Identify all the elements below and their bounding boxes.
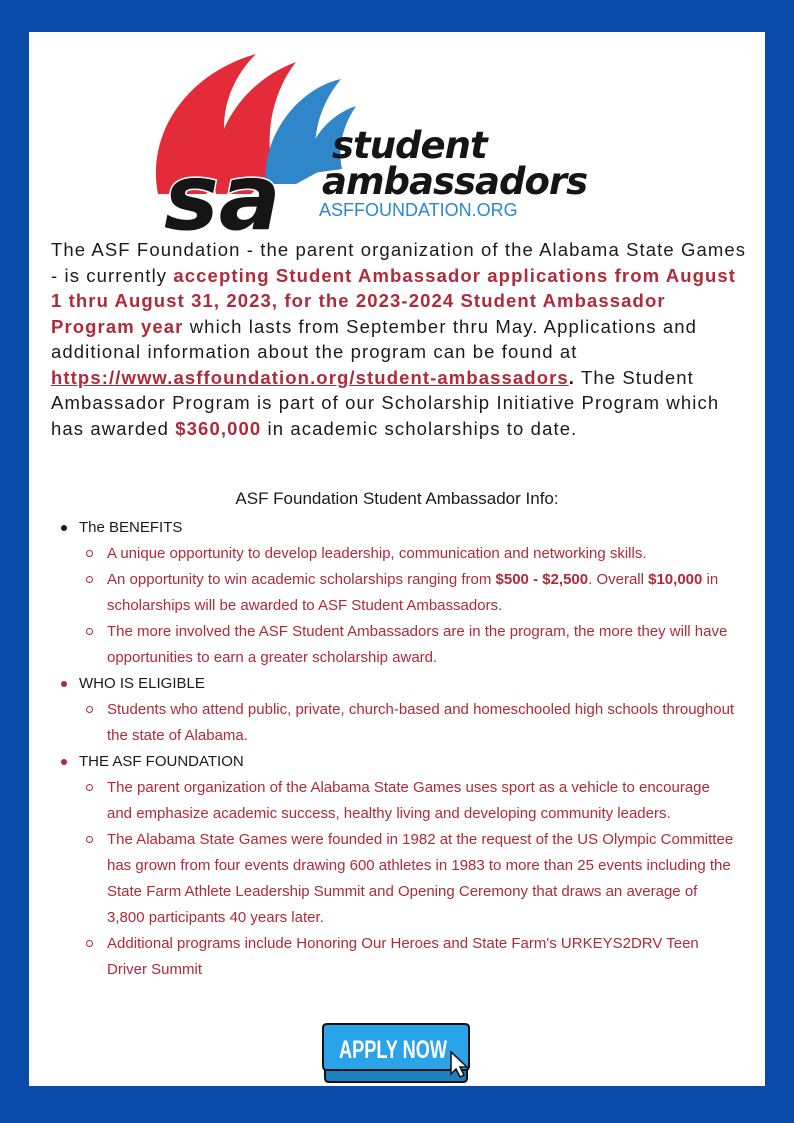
intro-text-4: in academic scholarships to date.: [261, 417, 578, 439]
circle-bullet-icon: [86, 706, 93, 713]
benefit-2-post: in scholarships will be awarded to ASF Student Ambassadors.: [107, 571, 719, 614]
bullet-icon: [61, 525, 67, 531]
bullet-icon: [61, 681, 67, 687]
info-list: [57, 515, 737, 983]
flyer-sheet: [29, 32, 765, 1086]
foundation-3: Additional programs include Honoring Our Heroes and State Farm's URKEYS2DRV Teen Driver Summit: [107, 935, 699, 978]
benefit-2-total: $10,000: [648, 571, 703, 588]
intro-text-1: The ASF Foundation - the parent organization of the Alabama State Games - is currently: [51, 239, 747, 286]
benefit-3: The more involved the ASF Student Ambassadors are in the program, the more they will have opportunities to earn a greater scholarship award.: [107, 623, 728, 666]
circle-bullet-icon: [86, 576, 93, 583]
ambassadors-link[interactable]: https://www.asffoundation.org/student-ambassadors: [51, 366, 569, 388]
foundation-2: The Alabama State Games were founded in 1982 at the request of the US Olympic Committee has grown from four events drawing 600 athletes in 1983 to more than 25 events including the State Farm Athlete Leadership Summit and Opening Ceremony that draws an average of 3,800 participants 40 years later.: [107, 831, 734, 926]
sub-item: [57, 697, 737, 749]
intro-period: .: [568, 366, 576, 388]
list-item-foundation: [57, 749, 737, 775]
logo-url: ASFFOUNDATION.ORG: [319, 200, 518, 220]
logo-ambassadors: ambassadors: [322, 160, 588, 203]
intro-paragraph: [51, 237, 751, 441]
sub-item: [57, 567, 737, 619]
foundation-heading: THE ASF FOUNDATION: [79, 753, 244, 770]
list-item-eligible: [57, 671, 737, 697]
student-ambassadors-logo: [146, 44, 591, 251]
circle-bullet-icon: [86, 940, 93, 947]
eligible-1: Students who attend public, private, church-based and homeschooled high schools throughout the state of Alabama.: [107, 701, 735, 744]
bullet-icon: [61, 759, 67, 765]
section-title: ASF Foundation Student Ambassador Info:: [235, 489, 559, 508]
sub-item: [57, 931, 737, 983]
apply-button-graphic: [321, 1022, 471, 1084]
intro-text-2: which lasts from September thru May. Applications and additional information about the program can be found at: [51, 315, 698, 362]
logo-student: student: [332, 124, 487, 167]
circle-bullet-icon: [86, 550, 93, 557]
benefit-1: A unique opportunity to develop leadership, communication and networking skills.: [107, 545, 647, 562]
eligible-heading: WHO IS ELIGIBLE: [79, 675, 205, 692]
circle-bullet-icon: [86, 836, 93, 843]
logo-mark: sa: [164, 144, 281, 251]
benefit-2-range: $500 - $2,500: [495, 571, 589, 588]
circle-bullet-icon: [86, 784, 93, 791]
intro-highlight-amount: $360,000: [175, 417, 262, 439]
sub-item: [57, 775, 737, 827]
sub-item: [57, 827, 737, 931]
sub-item: [57, 619, 737, 671]
list-item-benefits: [57, 515, 737, 541]
benefit-2-mid: . Overall: [588, 571, 649, 588]
intro-text-3: The Student Ambassador Program is part of our Scholarship Initiative Program which has awarded: [51, 366, 720, 439]
apply-now-button[interactable]: [321, 1022, 471, 1084]
benefits-heading: The BENEFITS: [79, 519, 183, 536]
benefit-2-text: An opportunity to win academic scholarships ranging from: [107, 571, 496, 588]
circle-bullet-icon: [86, 628, 93, 635]
intro-highlight-dates: accepting Student Ambassador applications from August 1 thru August 31, 2023, for the 2023-2024 Student Ambassador Program year: [51, 264, 737, 337]
sub-item: [57, 541, 737, 567]
apply-now-label: APPLY NOW: [339, 1036, 448, 1064]
foundation-1: The parent organization of the Alabama State Games uses sport as a vehicle to encourage and emphasize academic success, healthy living and developing community leaders.: [107, 779, 710, 822]
